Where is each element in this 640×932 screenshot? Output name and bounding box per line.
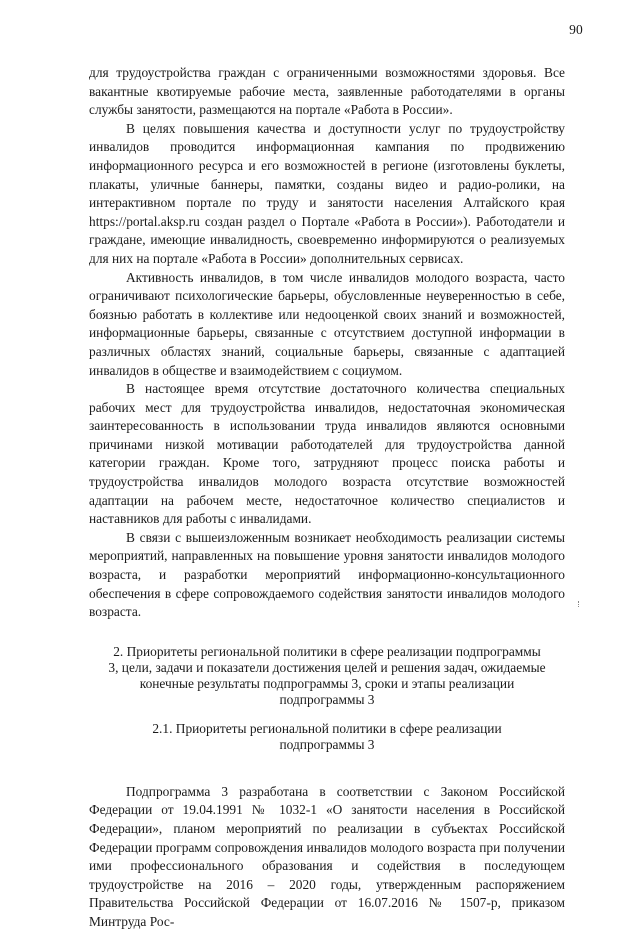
- paragraph-quota-jobs: для трудоустройства граждан с ограниченными возможностями здоровья. Все вакантные квотируемые рабочие места, заявленные работодателями в органы службы занятости, размещаются на портале «Работа в России».: [89, 65, 565, 118]
- paragraph-info-campaign: В целях повышения качества и доступности услуг по трудоустройству инвалидов проводится информационная кампания по продвижению информационного ресурса и его возможностей в регионе (изготовлены буклеты, плакаты, уличные баннеры, памятки, созданы видео и радио-ролики, на интерактивном портале по труду и занятости населения Алтайского края https://portal.aksp.ru создан раздел о Портале «Работа в России»). Работодатели и граждане, имеющие инвалидность, своевременно информируются о реализуемых для них на портале «Работа в России» дополнительных сервисах.: [89, 120, 565, 266]
- section-heading-2-1: 2.1. Приоритеты региональной политики в сфере реализации подпрограммы 3: [152, 720, 502, 752]
- document-body: [89, 64, 565, 932]
- paragraph-necessity: В связи с вышеизложенным возникает необходимость реализации системы мероприятий, направленных на повышение уровня занятости инвалидов молодого возраста, и разработки мероприятий информационно-консультационного обеспечения в сфере сопровождаемого содействия занятости инвалидов молодого возраста.: [89, 529, 565, 620]
- page-number: 90: [569, 22, 583, 37]
- paragraph-current-situation: В настоящее время отсутствие достаточного количества специальных рабочих мест для трудоустройства инвалидов, недостаточная экономическая заинтересованность в использовании труда инвалидов являются основными причинами низкой мотивации работодателей для трудоустройства данной категории граждан. Кроме того, затрудняют процесс поиска работы и трудоустройства инвалидов молодого возраста отсутствие возможностей адаптации на рабочем месте, недостаточное количество специалистов и наставников для работы с инвалидами.: [89, 381, 565, 527]
- margin-mark: [578, 601, 581, 607]
- paragraph-barriers: Активность инвалидов, в том числе инвалидов молодого возраста, часто ограничивают психологические барьеры, обусловленные неуверенностью в себе, боязнью работать в коллективе или недооценкой своих знаний и возможностей, информационные барьеры, связанные с отсутствием доступной информации в различных областях знаний, социальные барьеры, связанные с адаптацией инвалидов в обществе и взаимодействием с социумом.: [89, 269, 565, 378]
- paragraph-legal-basis: Подпрограмма 3 разработана в соответствии с Законом Российской Федерации от 19.04.1991 № 1032-1 «О занятости населения в Российской Федерации», планом мероприятий по реализации в субъектах Российской Федерации программ сопровождения инвалидов молодого возраста при получении ими профессионального образования и содействия в последующем трудоустройстве на 2016 – 2020 годы, утвержденным распоряжением Правительства Российской Федерации от 16.07.2016 № 1507-р, приказом Минтруда Рос-: [89, 783, 565, 929]
- section-heading-2: 2. Приоритеты региональной политики в сфере реализации подпрограммы 3, цели, задачи и показатели достижения целей и решения задач, ожидаемые конечные результаты подпрограммы 3, сроки и этапы реализации подпрограммы 3: [108, 643, 546, 707]
